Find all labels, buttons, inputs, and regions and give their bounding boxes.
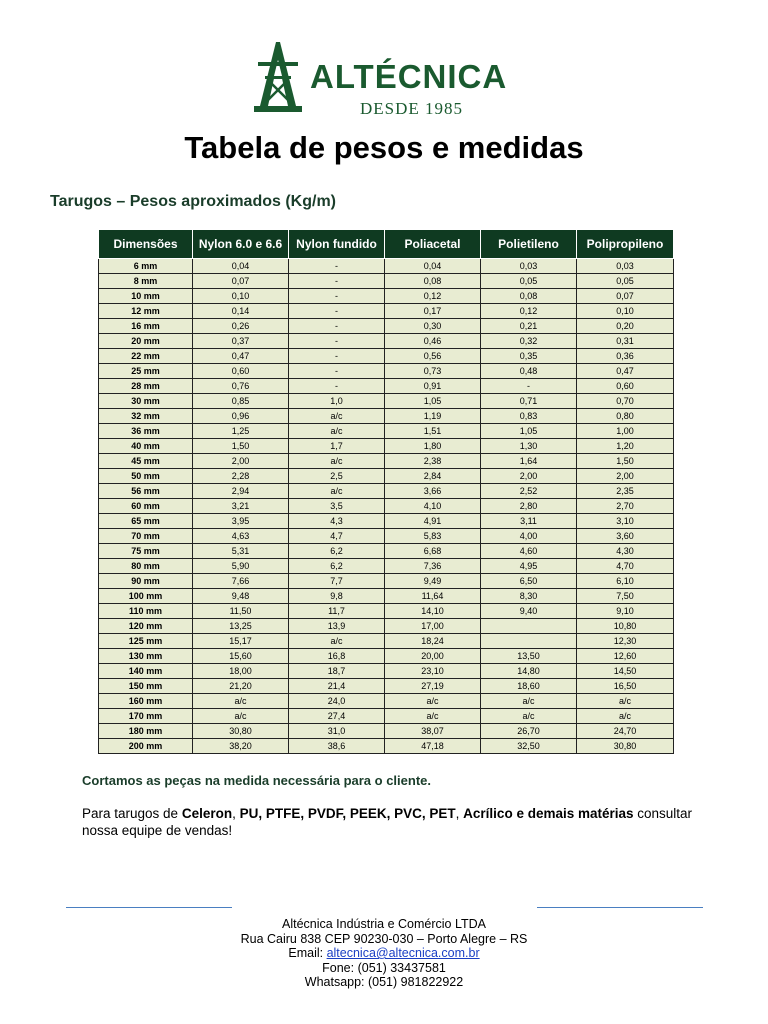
weight-cell: 2,35 xyxy=(577,484,674,499)
cut-notice: Cortamos as peças na medida necessária para o cliente. xyxy=(82,773,431,788)
weight-cell: 0,04 xyxy=(385,259,481,274)
weight-cell: 0,17 xyxy=(385,304,481,319)
dimension-cell: 12 mm xyxy=(99,304,193,319)
weight-cell: 13,50 xyxy=(481,649,577,664)
footer-address: Rua Cairu 838 CEP 90230-030 – Porto Alegre – RS xyxy=(240,931,528,946)
weight-cell: 1,00 xyxy=(577,424,674,439)
weight-cell: 18,60 xyxy=(481,679,577,694)
weight-cell: 11,64 xyxy=(385,589,481,604)
dimension-cell: 36 mm xyxy=(99,424,193,439)
weight-cell: 0,35 xyxy=(481,349,577,364)
table-row xyxy=(99,499,674,514)
weight-cell: - xyxy=(289,379,385,394)
weight-cell: - xyxy=(289,319,385,334)
weight-cell: - xyxy=(289,289,385,304)
weight-cell: 0,36 xyxy=(577,349,674,364)
weight-cell: 5,31 xyxy=(193,544,289,559)
weight-cell: 9,8 xyxy=(289,589,385,604)
weight-cell: 3,66 xyxy=(385,484,481,499)
dimension-cell: 6 mm xyxy=(99,259,193,274)
company-logo xyxy=(252,40,532,120)
weight-cell: 3,11 xyxy=(481,514,577,529)
email-link[interactable]: altecnica@altecnica.com.br xyxy=(326,946,480,960)
weight-cell: 17,00 xyxy=(385,619,481,634)
weight-cell: 11,50 xyxy=(193,604,289,619)
material-list: PU, PTFE, PVDF, PEEK, PVC, PET xyxy=(239,806,456,821)
weight-cell: a/c xyxy=(289,424,385,439)
table-row xyxy=(99,289,674,304)
weight-cell: a/c xyxy=(289,634,385,649)
weight-cell: 16,8 xyxy=(289,649,385,664)
logo-since: DESDE 1985 xyxy=(360,99,464,118)
weight-cell: 15,17 xyxy=(193,634,289,649)
weight-cell: 0,05 xyxy=(577,274,674,289)
weight-cell: 0,07 xyxy=(577,289,674,304)
weight-cell: 38,20 xyxy=(193,739,289,754)
weight-cell: 0,03 xyxy=(481,259,577,274)
table-row xyxy=(99,649,674,664)
weight-cell: 7,7 xyxy=(289,574,385,589)
dimension-cell: 56 mm xyxy=(99,484,193,499)
weight-cell: 3,21 xyxy=(193,499,289,514)
weight-cell: 0,08 xyxy=(385,274,481,289)
weight-cell: a/c xyxy=(193,709,289,724)
header-polipropileno: Polipropileno xyxy=(577,230,674,259)
dimension-cell: 45 mm xyxy=(99,454,193,469)
materials-separator-2: , xyxy=(455,806,464,821)
weight-cell: 1,7 xyxy=(289,439,385,454)
weight-cell: 0,14 xyxy=(193,304,289,319)
weight-cell: 13,25 xyxy=(193,619,289,634)
weight-cell: 1,05 xyxy=(385,394,481,409)
footer-company: Altécnica Indústria e Comércio LTDA xyxy=(281,917,487,931)
weight-cell: 6,2 xyxy=(289,559,385,574)
weight-cell: a/c xyxy=(289,409,385,424)
weight-cell: 14,10 xyxy=(385,604,481,619)
dimension-cell: 75 mm xyxy=(99,544,193,559)
weights-table xyxy=(98,229,674,754)
weight-cell: 8,30 xyxy=(481,589,577,604)
dimension-cell: 65 mm xyxy=(99,514,193,529)
dimension-cell: 170 mm xyxy=(99,709,193,724)
weight-cell: 38,07 xyxy=(385,724,481,739)
header-poliacetal: Poliacetal xyxy=(385,230,481,259)
weight-cell xyxy=(481,634,577,649)
weight-cell: 4,3 xyxy=(289,514,385,529)
table-row xyxy=(99,349,674,364)
weight-cell: - xyxy=(289,364,385,379)
weight-cell: 0,76 xyxy=(193,379,289,394)
footer xyxy=(0,917,768,990)
weight-cell: 0,20 xyxy=(577,319,674,334)
weight-cell: 4,10 xyxy=(385,499,481,514)
weight-cell: 6,50 xyxy=(481,574,577,589)
weight-cell: 4,91 xyxy=(385,514,481,529)
weight-cell: 1,0 xyxy=(289,394,385,409)
weight-cell: 1,20 xyxy=(577,439,674,454)
weight-cell: 4,7 xyxy=(289,529,385,544)
weight-cell: 0,60 xyxy=(193,364,289,379)
weight-cell: 11,7 xyxy=(289,604,385,619)
footer-phone: Fone: (051) 33437581 xyxy=(322,960,446,975)
materials-note xyxy=(82,805,702,839)
weight-cell: 0,37 xyxy=(193,334,289,349)
weight-cell: 0,60 xyxy=(577,379,674,394)
footer-divider-left xyxy=(66,907,232,908)
weight-cell: 1,50 xyxy=(193,439,289,454)
weight-cell: 0,80 xyxy=(577,409,674,424)
weight-cell: 3,95 xyxy=(193,514,289,529)
table-row xyxy=(99,634,674,649)
weight-cell: 3,60 xyxy=(577,529,674,544)
dimension-cell: 180 mm xyxy=(99,724,193,739)
weight-cell: 23,10 xyxy=(385,664,481,679)
weight-cell: - xyxy=(289,349,385,364)
weight-cell: 1,25 xyxy=(193,424,289,439)
weight-cell: 2,94 xyxy=(193,484,289,499)
dimension-cell: 30 mm xyxy=(99,394,193,409)
dimension-cell: 90 mm xyxy=(99,574,193,589)
table-row xyxy=(99,484,674,499)
material-rest: Acrílico e demais matérias xyxy=(463,806,634,821)
table-row xyxy=(99,709,674,724)
dimension-cell: 60 mm xyxy=(99,499,193,514)
weight-cell: 9,40 xyxy=(481,604,577,619)
table-subtitle: Tarugos – Pesos aproximados (Kg/m) xyxy=(50,193,336,210)
weight-cell: 26,70 xyxy=(481,724,577,739)
table-row xyxy=(99,424,674,439)
weight-cell: 2,00 xyxy=(193,454,289,469)
weight-cell: 0,31 xyxy=(577,334,674,349)
weight-cell: - xyxy=(289,334,385,349)
table-row xyxy=(99,304,674,319)
weight-cell: 0,04 xyxy=(193,259,289,274)
weight-cell: 0,08 xyxy=(481,289,577,304)
dimension-cell: 22 mm xyxy=(99,349,193,364)
table-row xyxy=(99,739,674,754)
weight-cell: 2,28 xyxy=(193,469,289,484)
dimension-cell: 150 mm xyxy=(99,679,193,694)
material-celeron: Celeron xyxy=(181,806,233,821)
weight-cell: 0,47 xyxy=(193,349,289,364)
weight-cell: 4,00 xyxy=(481,529,577,544)
table-row xyxy=(99,529,674,544)
table-row xyxy=(99,664,674,679)
weight-cell: 0,10 xyxy=(577,304,674,319)
weight-cell: 2,84 xyxy=(385,469,481,484)
weight-cell: 30,80 xyxy=(193,724,289,739)
header-nylon: Nylon 6.0 e 6.6 xyxy=(193,230,289,259)
weight-cell: a/c xyxy=(385,694,481,709)
weight-cell: 27,19 xyxy=(385,679,481,694)
weight-cell: 2,80 xyxy=(481,499,577,514)
weight-cell: 10,80 xyxy=(577,619,674,634)
weight-cell: 9,48 xyxy=(193,589,289,604)
weight-cell: 15,60 xyxy=(193,649,289,664)
header-polietileno: Polietileno xyxy=(481,230,577,259)
logo-name: ALTÉCNICA xyxy=(310,58,508,95)
weight-cell: a/c xyxy=(289,484,385,499)
weight-cell: 7,66 xyxy=(193,574,289,589)
weight-cell: 13,9 xyxy=(289,619,385,634)
weight-cell: 1,19 xyxy=(385,409,481,424)
dimension-cell: 28 mm xyxy=(99,379,193,394)
weight-cell: a/c xyxy=(481,709,577,724)
weight-cell: 2,00 xyxy=(577,469,674,484)
footer-divider-right xyxy=(537,907,703,908)
weight-cell: 12,60 xyxy=(577,649,674,664)
weight-cell: 2,5 xyxy=(289,469,385,484)
weight-cell: 21,4 xyxy=(289,679,385,694)
table-row xyxy=(99,439,674,454)
weight-cell: 18,24 xyxy=(385,634,481,649)
weight-cell: 31,0 xyxy=(289,724,385,739)
table-row xyxy=(99,544,674,559)
weight-cell: a/c xyxy=(577,709,674,724)
weight-cell: 20,00 xyxy=(385,649,481,664)
weight-cell: 0,47 xyxy=(577,364,674,379)
weight-cell: 9,10 xyxy=(577,604,674,619)
weight-cell: 30,80 xyxy=(577,739,674,754)
weight-cell: 6,2 xyxy=(289,544,385,559)
table-row xyxy=(99,469,674,484)
weight-cell: 2,38 xyxy=(385,454,481,469)
weight-cell: 24,70 xyxy=(577,724,674,739)
dimension-cell: 130 mm xyxy=(99,649,193,664)
table-row xyxy=(99,619,674,634)
weight-cell: 6,10 xyxy=(577,574,674,589)
weight-cell: 0,10 xyxy=(193,289,289,304)
dimension-cell: 70 mm xyxy=(99,529,193,544)
dimension-cell: 125 mm xyxy=(99,634,193,649)
weight-cell: 0,30 xyxy=(385,319,481,334)
weight-cell: 0,03 xyxy=(577,259,674,274)
weight-cell: 27,4 xyxy=(289,709,385,724)
weight-cell: 0,85 xyxy=(193,394,289,409)
weight-cell: 4,95 xyxy=(481,559,577,574)
header-dimensoes: Dimensões xyxy=(99,230,193,259)
dimension-cell: 32 mm xyxy=(99,409,193,424)
weight-cell: a/c xyxy=(577,694,674,709)
dimension-cell: 10 mm xyxy=(99,289,193,304)
weight-cell: 3,5 xyxy=(289,499,385,514)
page-title: Tabela de pesos e medidas xyxy=(184,130,584,165)
weight-cell: - xyxy=(481,379,577,394)
materials-prefix: Para tarugos de xyxy=(82,806,182,821)
weight-cell: 1,64 xyxy=(481,454,577,469)
dimension-cell: 140 mm xyxy=(99,664,193,679)
weight-cell: 4,63 xyxy=(193,529,289,544)
weight-cell: 9,49 xyxy=(385,574,481,589)
table-row xyxy=(99,394,674,409)
weight-cell: 38,6 xyxy=(289,739,385,754)
dimension-cell: 80 mm xyxy=(99,559,193,574)
weight-cell: - xyxy=(289,259,385,274)
weight-cell: 0,48 xyxy=(481,364,577,379)
table-row xyxy=(99,514,674,529)
table-row xyxy=(99,454,674,469)
weight-cell: 4,70 xyxy=(577,559,674,574)
weight-cell: 4,60 xyxy=(481,544,577,559)
weight-cell: 1,51 xyxy=(385,424,481,439)
table-row xyxy=(99,589,674,604)
weight-cell: a/c xyxy=(289,454,385,469)
table-row xyxy=(99,559,674,574)
weight-cell: 1,50 xyxy=(577,454,674,469)
weight-cell: 0,70 xyxy=(577,394,674,409)
footer-email-line xyxy=(0,946,768,961)
weight-cell: 0,07 xyxy=(193,274,289,289)
weight-cell: 5,83 xyxy=(385,529,481,544)
weight-cell: - xyxy=(289,304,385,319)
weight-cell: 0,12 xyxy=(481,304,577,319)
weight-cell: 0,46 xyxy=(385,334,481,349)
weight-cell: 0,96 xyxy=(193,409,289,424)
table-row xyxy=(99,334,674,349)
weight-cell: 1,05 xyxy=(481,424,577,439)
dimension-cell: 100 mm xyxy=(99,589,193,604)
weight-cell: 5,90 xyxy=(193,559,289,574)
weight-cell: 3,10 xyxy=(577,514,674,529)
weight-cell: 7,50 xyxy=(577,589,674,604)
dimension-cell: 110 mm xyxy=(99,604,193,619)
weight-cell: 0,21 xyxy=(481,319,577,334)
weight-cell: 7,36 xyxy=(385,559,481,574)
weight-cell: 14,50 xyxy=(577,664,674,679)
dimension-cell: 50 mm xyxy=(99,469,193,484)
weight-cell: 0,12 xyxy=(385,289,481,304)
table-row xyxy=(99,319,674,334)
weight-cell: 32,50 xyxy=(481,739,577,754)
table-row xyxy=(99,694,674,709)
derrick-logo-icon xyxy=(252,40,304,114)
weight-cell: 18,00 xyxy=(193,664,289,679)
weight-cell: - xyxy=(289,274,385,289)
dimension-cell: 8 mm xyxy=(99,274,193,289)
weight-cell: 0,71 xyxy=(481,394,577,409)
weight-cell: 12,30 xyxy=(577,634,674,649)
table-row xyxy=(99,259,674,274)
weight-cell: 47,18 xyxy=(385,739,481,754)
weight-cell: 0,91 xyxy=(385,379,481,394)
table-row xyxy=(99,574,674,589)
weight-cell: 1,30 xyxy=(481,439,577,454)
weight-cell: 0,56 xyxy=(385,349,481,364)
table-row xyxy=(99,379,674,394)
weight-cell: 6,68 xyxy=(385,544,481,559)
table-row xyxy=(99,409,674,424)
weight-cell: a/c xyxy=(385,709,481,724)
dimension-cell: 200 mm xyxy=(99,739,193,754)
weight-cell: 24,0 xyxy=(289,694,385,709)
weight-cell: 4,30 xyxy=(577,544,674,559)
dimension-cell: 120 mm xyxy=(99,619,193,634)
weight-cell: 14,80 xyxy=(481,664,577,679)
materials-suffix: consultar nossa equipe de vendas! xyxy=(82,806,693,838)
materials-separator: , xyxy=(232,806,240,821)
weight-cell xyxy=(481,619,577,634)
table-header-row xyxy=(99,230,674,259)
weight-cell: 2,00 xyxy=(481,469,577,484)
weight-cell: a/c xyxy=(193,694,289,709)
footer-whatsapp: Whatsapp: (051) 981822922 xyxy=(304,975,464,989)
table-row xyxy=(99,724,674,739)
weight-cell: 0,73 xyxy=(385,364,481,379)
table-body xyxy=(99,259,674,754)
table-row xyxy=(99,604,674,619)
weight-cell: 18,7 xyxy=(289,664,385,679)
weight-cell: 0,26 xyxy=(193,319,289,334)
weight-cell: 16,50 xyxy=(577,679,674,694)
dimension-cell: 20 mm xyxy=(99,334,193,349)
weight-cell: 0,05 xyxy=(481,274,577,289)
weight-cell: a/c xyxy=(481,694,577,709)
footer-email-label: Email: xyxy=(288,946,327,960)
table-row xyxy=(99,274,674,289)
dimension-cell: 25 mm xyxy=(99,364,193,379)
dimension-cell: 160 mm xyxy=(99,694,193,709)
header-nylon-fundido: Nylon fundido xyxy=(289,230,385,259)
table-row xyxy=(99,364,674,379)
weight-cell: 1,80 xyxy=(385,439,481,454)
weight-cell: 0,32 xyxy=(481,334,577,349)
dimension-cell: 40 mm xyxy=(99,439,193,454)
table-row xyxy=(99,679,674,694)
weight-cell: 2,52 xyxy=(481,484,577,499)
dimension-cell: 16 mm xyxy=(99,319,193,334)
weight-cell: 21,20 xyxy=(193,679,289,694)
weight-cell: 0,83 xyxy=(481,409,577,424)
weight-cell: 2,70 xyxy=(577,499,674,514)
